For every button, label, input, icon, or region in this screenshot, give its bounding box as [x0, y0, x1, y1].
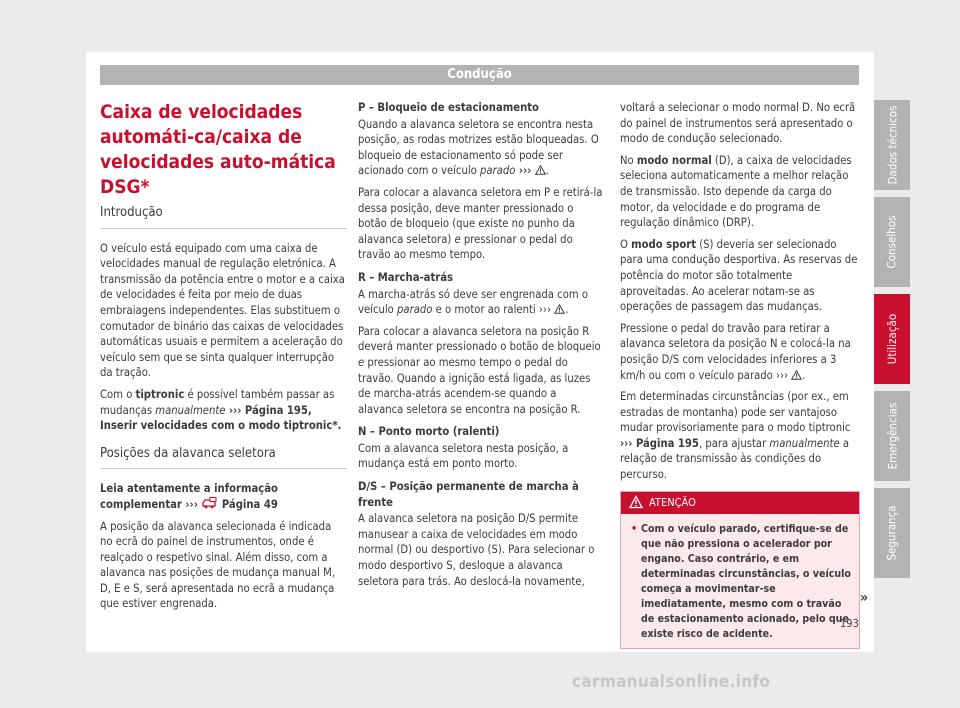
read-note: Leia atentamente a informação complementar ››› Página 49 [100, 482, 278, 511]
tab-dados-tecnicos[interactable]: Dados técnicos [874, 100, 910, 190]
tiptronic-paragraph: Com o tiptronic é possível também passar as mudanças manualmente ››› Página 195, Inserir velocidades com o modo tiptronic*. [100, 387, 342, 433]
warning-icon [791, 370, 802, 380]
warning-icon [554, 304, 565, 314]
continue-mark: » [860, 590, 869, 606]
intro-heading: Introdução [100, 205, 346, 229]
warning-text: Com o veículo parado, certifique-se de que não pressiona o acelerador por engano. Caso contrário, e em determinadas circunstâncias, o veículo começa a movimentar-se imediatamente, mesmo com o travão de estacionamento acionado, pelo que existe risco de acidente. [641, 522, 851, 640]
tab-seguranca[interactable]: Segurança [874, 488, 910, 578]
warning-body [621, 514, 859, 648]
ds-text: A alavanca seletora na posição D/S permite manusear a caixa de velocidades em modo normal (D) ou desportivo (S). Para selecionar o modo desportivo S, desloque a alavanca seletora para trás. Ao deslocá-la novamente, [358, 512, 595, 588]
tiptronic-page-link[interactable]: ››› Página 195, Inserir velocidades com o modo tiptronic*. [100, 403, 342, 433]
page-49-link[interactable]: Página 49 [218, 497, 278, 511]
positions-heading: Posições da alavanca seletora [100, 446, 346, 470]
p-text-2: Para colocar a alavanca seletora em P e retirá-la dessa posição, deve manter pressionado o botão de bloqueio (que existe no punho da alavanca seletora) e pressionar o pedal do travão ao mesmo tempo. [358, 185, 603, 262]
column-2 [358, 100, 603, 595]
r-text-1: A marcha-atrás só deve ser engrenada com o veículo parado e o motor ao ralenti ››› . [358, 287, 589, 317]
circumstances-text: Em determinadas circunstâncias (por ex., em estradas de montanha) pode ser vantajoso mudar provisoriamente para o modo tiptronic ››› Página 195, para ajustar manualmente a relação de transmissão às condições do percurso. [620, 390, 851, 482]
column-3 [620, 100, 860, 649]
r-text-2: Para colocar a alavanca seletora na posição R deverá manter pressionado o botão de bloqueio e pressionar ao mesmo tempo o pedal do travão. Quando a ignição está ligada, as luzes de marcha-atrás acendem-se quando a alavanca seletora se encontra na posição R. [358, 324, 601, 416]
bullet-icon: • [631, 522, 638, 535]
tab-conselhos[interactable]: Conselhos [874, 197, 910, 287]
ds-heading: D/S – Posição permanente de marcha à frente [358, 480, 579, 509]
n-text: Com a alavanca seletora nesta posição, a mudança está em ponto morto. [358, 441, 569, 471]
watermark: carmanualsonline.info [572, 672, 771, 692]
section-header: Condução [100, 65, 859, 85]
page-195-link[interactable]: ››› Página 195 [620, 436, 699, 450]
continuation-text: voltará a selecionar o modo normal D. No ecrã do painel de instrumentos será apresentado o modo de condução selecionado. [620, 101, 856, 146]
tab-utilizacao[interactable]: Utilização [874, 294, 910, 384]
positions-paragraph: A posição da alavanca selecionada é indicada no ecrã do painel de instrumentos, onde é realçado o respetivo sinal. Além disso, com a alavanca nas posições de mudança manual M, D, E e S, será apresentada no ecrã a mudança que estiver engrenada. [100, 519, 336, 611]
warning-header [621, 492, 859, 514]
car-book-icon [201, 497, 218, 509]
intro-paragraph: O veículo está equipado com uma caixa de velocidades manual de regulação eletrónica. A transmissão da potência entre o motor e a caixa de velocidades é feita por meio de duas embraiagens independentes. Elas substituem o comutador de binário das caixas de velocidades automáticas usuais e permitem a aceleração do veículo sem que se sinta qualquer interrupção da tração. [100, 241, 345, 380]
warning-icon [535, 165, 546, 175]
p-text-1: Quando a alavanca seletora se encontra nesta posição, as rodas motrizes estão bloqueadas. O bloqueio de estacionamento só pode ser acionado com o veículo parado ››› . [358, 117, 599, 178]
brake-text: Pressione o pedal do travão para retirar a alavanca seletora da posição N e colocá-la na posição D/S com velocidades inferiores a 3 km/h ou com o veículo parado ››› . [620, 321, 851, 382]
column-1 [100, 100, 346, 618]
normal-mode-text: No modo normal (D), a caixa de velocidades seleciona automaticamente a melhor relação de transmissão. Isto depende da carga do motor, da velocidade e do programa de regulação dinâmico (DRP). [620, 153, 852, 230]
n-heading: N – Ponto morto (ralenti) [358, 425, 500, 439]
warning-box [620, 491, 860, 649]
warning-title: ATENÇÃO [649, 495, 696, 509]
r-heading: R – Marcha-atrás [358, 270, 454, 284]
page-title: Caixa de velocidades automáti-ca/caixa de velocidades auto-mática DSG* [100, 101, 336, 198]
tab-emergencias[interactable]: Emergências [874, 391, 910, 481]
page-number: 193 [840, 617, 859, 630]
p-heading: P – Bloqueio de estacionamento [358, 101, 539, 114]
sport-mode-text: O modo sport (S) deveria ser selecionado para uma condução desportiva. As reservas de potência do motor são totalmente aproveitadas. Ao acelerar notam-se as operações de passagem das mudanças. [620, 237, 858, 314]
warning-triangle-icon [629, 495, 643, 509]
